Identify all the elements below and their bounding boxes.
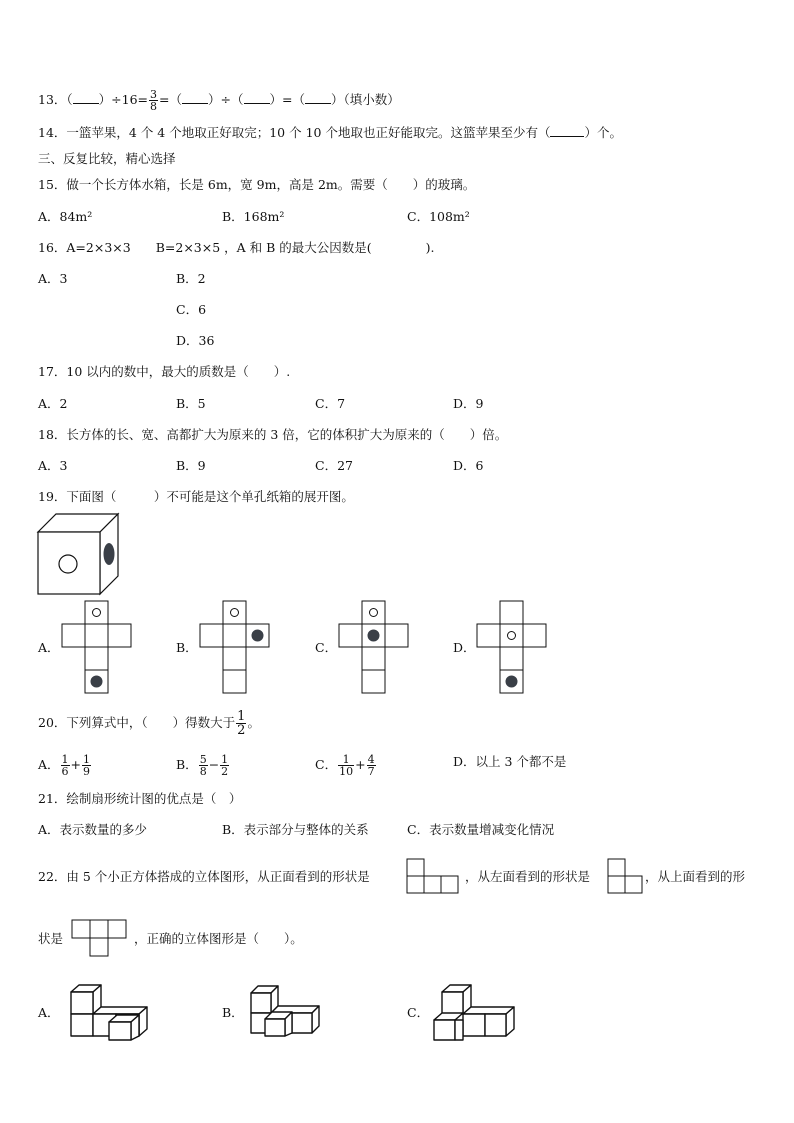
answer-blank[interactable]	[244, 103, 270, 104]
q20-option-c[interactable]: C． $\frac{1}{10}$ + $\frac{4}{7}$	[315, 753, 375, 778]
net-figure-a	[62, 601, 132, 693]
q22-text-5: ，正确的立体图形是（ ）。	[134, 931, 303, 946]
q17-option-d[interactable]: D．9	[453, 396, 484, 411]
q15-question: 15．做一个长方体水箱，长是 6m，宽 9m，高是 2m。需要（ ）的玻璃。	[38, 177, 476, 192]
q19-option-b[interactable]: B．	[176, 640, 198, 655]
q19-question: 19．下面图（ ）不可能是这个单孔纸箱的展开图。	[38, 489, 354, 504]
q16-option-d[interactable]: D．36	[176, 333, 215, 348]
q19-option-d[interactable]: D．	[453, 640, 476, 655]
q22-option-a[interactable]: A．	[38, 1005, 60, 1020]
q18-option-a[interactable]: A．3	[38, 458, 68, 473]
q22-option-b[interactable]: B．	[222, 1005, 244, 1020]
fraction: $\frac{1}{2}$	[237, 709, 246, 738]
front-view-figure	[407, 859, 459, 893]
left-view-figure	[608, 859, 643, 893]
solid-figure-b	[251, 984, 323, 1036]
q17-option-c[interactable]: C．7	[315, 396, 346, 411]
q20-option-a[interactable]: A． $\frac{1}{6}$ + $\frac{1}{9}$	[38, 753, 91, 778]
q22-text-4: 状是	[38, 931, 64, 946]
q16-question: 16．A=2×3×3 B=2×3×5 ，A 和 B 的最大公因数是( ).	[38, 240, 435, 255]
q22-option-c[interactable]: C．	[407, 1005, 430, 1020]
top-view-figure	[72, 920, 128, 958]
q16-option-a[interactable]: A．3	[38, 271, 68, 286]
q17-option-b[interactable]: B．5	[176, 396, 206, 411]
solid-figure-c	[434, 982, 518, 1040]
q18-option-d[interactable]: D．6	[453, 458, 484, 473]
q15-option-b[interactable]: B．168m²	[222, 209, 285, 224]
section-heading: 三、反复比较，精心选择	[38, 151, 176, 166]
q21-option-c[interactable]: C．表示数量增减变化情况	[407, 822, 555, 837]
q18-question: 18．长方体的长、宽、高都扩大为原来的 3 倍，它的体积扩大为原来的（ ）倍。	[38, 427, 508, 442]
answer-blank[interactable]	[182, 103, 208, 104]
q17-option-a[interactable]: A．2	[38, 396, 68, 411]
q19-option-a[interactable]: A．	[38, 640, 60, 655]
cube-box-figure	[38, 514, 120, 596]
q20-option-d[interactable]: D．以上 3 个都不是	[453, 754, 567, 769]
q22-text-2: ，从左面看到的形状是	[465, 869, 591, 884]
q16-option-b[interactable]: B．2	[176, 271, 206, 286]
q14-line: 14．一篮苹果，4 个 4 个地取正好取完；10 个 10 个地取也正好能取完。这篮苹果至少有（ ）个。	[38, 125, 622, 140]
q15-option-a[interactable]: A．84m²	[38, 209, 93, 224]
q13-number: 13．	[38, 92, 67, 107]
fraction: $\frac{3}{8}$	[150, 88, 158, 113]
answer-blank[interactable]	[73, 103, 99, 104]
answer-blank[interactable]	[550, 136, 584, 137]
q18-option-c[interactable]: C．27	[315, 458, 353, 473]
q21-option-a[interactable]: A．表示数量的多少	[38, 822, 148, 837]
q21-question: 21．绘制扇形统计图的优点是（ ）	[38, 791, 242, 806]
answer-blank[interactable]	[305, 103, 331, 104]
q13-line: 13．（ ）÷16= $\frac{3}{8}$ =（ ）÷（ ）=（ ）（填小数）	[38, 88, 400, 113]
q19-option-c[interactable]: C．	[315, 640, 338, 655]
q22-text-1: 22．由 5 个小正方体搭成的立体图形，从正面看到的形状是	[38, 869, 370, 884]
net-figure-c	[339, 601, 409, 693]
net-figure-d	[477, 601, 547, 693]
q22-text-3: ，从上面看到的形	[645, 869, 746, 884]
q20-option-b[interactable]: B． $\frac{5}{8}$ − $\frac{1}{2}$	[176, 753, 229, 778]
q17-question: 17．10 以内的数中，最大的质数是（ ）.	[38, 364, 291, 379]
solid-figure-a	[71, 982, 151, 1040]
q20-question: 20．下列算式中，（ ）得数大于 $\frac{1}{2}$ 。	[38, 709, 260, 738]
q16-option-c[interactable]: C．6	[176, 302, 207, 317]
net-figure-b	[200, 601, 270, 693]
q15-option-c[interactable]: C．108m²	[407, 209, 470, 224]
q21-option-b[interactable]: B．表示部分与整体的关系	[222, 822, 369, 837]
q18-option-b[interactable]: B．9	[176, 458, 206, 473]
